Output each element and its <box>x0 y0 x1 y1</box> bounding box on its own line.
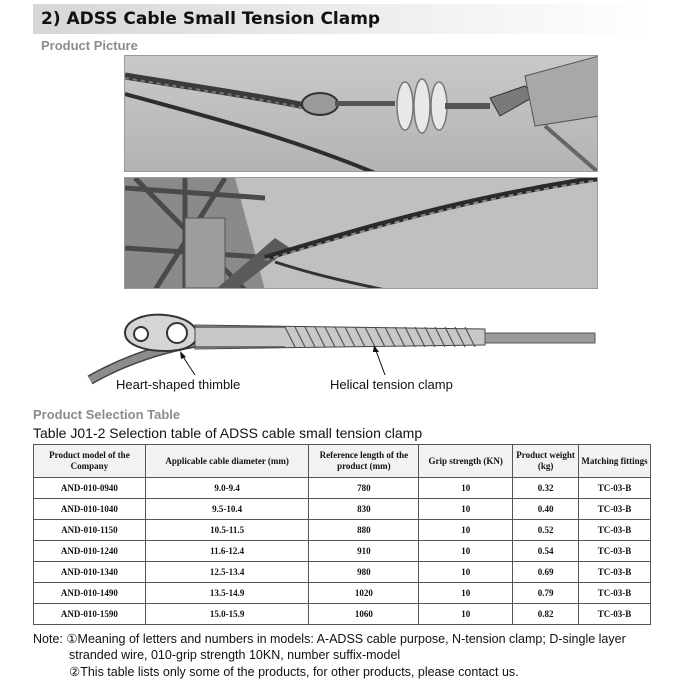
cell-model: AND-010-1340 <box>34 562 146 583</box>
col-fittings: Matching fittings <box>579 445 651 478</box>
col-model: Product model of the Company <box>34 445 146 478</box>
col-grip: Grip strength (KN) <box>419 445 513 478</box>
product-photo-tower <box>124 177 598 289</box>
cell-weight: 0.82 <box>513 604 579 625</box>
cell-weight: 0.54 <box>513 541 579 562</box>
table-row <box>34 520 651 541</box>
cell-fittings: TC-03-B <box>579 520 651 541</box>
cell-grip: 10 <box>419 520 513 541</box>
table-row <box>34 478 651 499</box>
label-helical-tension-clamp: Helical tension clamp <box>330 377 453 392</box>
cell-fittings: TC-03-B <box>579 541 651 562</box>
note-line-1: Note: ①Meaning of letters and numbers in models: A-ADSS cable purpose, N-tension clamp; D-single layer <box>33 632 626 646</box>
cell-grip: 10 <box>419 583 513 604</box>
cell-fittings: TC-03-B <box>579 583 651 604</box>
note-line-2: stranded wire, 010-grip strength 10KN, number suffix-model <box>69 648 401 662</box>
table-header-row <box>34 445 651 478</box>
cell-model: AND-010-1590 <box>34 604 146 625</box>
cell-model: AND-010-1040 <box>34 499 146 520</box>
cell-length: 830 <box>309 499 419 520</box>
note-line-3: ②This table lists only some of the products, for other products, please contact us. <box>69 665 519 679</box>
cell-diameter: 15.0-15.9 <box>145 604 309 625</box>
table-row <box>34 604 651 625</box>
cell-length: 1060 <box>309 604 419 625</box>
cell-diameter: 9.0-9.4 <box>145 478 309 499</box>
cell-model: AND-010-1150 <box>34 520 146 541</box>
cell-model: AND-010-1490 <box>34 583 146 604</box>
selection-table <box>33 444 651 625</box>
cell-fittings: TC-03-B <box>579 562 651 583</box>
cell-grip: 10 <box>419 499 513 520</box>
cell-length: 910 <box>309 541 419 562</box>
table-caption: Table J01-2 Selection table of ADSS cable small tension clamp <box>33 425 423 441</box>
cell-diameter: 12.5-13.4 <box>145 562 309 583</box>
cell-weight: 0.69 <box>513 562 579 583</box>
cell-model: AND-010-0940 <box>34 478 146 499</box>
cell-fittings: TC-03-B <box>579 478 651 499</box>
cell-weight: 0.32 <box>513 478 579 499</box>
clamp-diagram <box>85 305 605 385</box>
cell-grip: 10 <box>419 478 513 499</box>
cell-grip: 10 <box>419 541 513 562</box>
cell-length: 880 <box>309 520 419 541</box>
cell-grip: 10 <box>419 604 513 625</box>
cell-weight: 0.79 <box>513 583 579 604</box>
product-photo-insulator <box>124 55 598 172</box>
cell-diameter: 10.5-11.5 <box>145 520 309 541</box>
cell-length: 980 <box>309 562 419 583</box>
table-row <box>34 499 651 520</box>
col-weight: Product weight (kg) <box>513 445 579 478</box>
cell-diameter: 11.6-12.4 <box>145 541 309 562</box>
col-diameter: Applicable cable diameter (mm) <box>145 445 309 478</box>
col-length: Reference length of the product (mm) <box>309 445 419 478</box>
cell-diameter: 13.5-14.9 <box>145 583 309 604</box>
section-title: 2) ADSS Cable Small Tension Clamp <box>33 4 653 34</box>
selection-heading: Product Selection Table <box>33 407 181 422</box>
cell-weight: 0.52 <box>513 520 579 541</box>
cell-model: AND-010-1240 <box>34 541 146 562</box>
product-picture-heading: Product Picture <box>41 38 138 53</box>
table-row <box>34 562 651 583</box>
cell-length: 1020 <box>309 583 419 604</box>
cell-length: 780 <box>309 478 419 499</box>
cell-weight: 0.40 <box>513 499 579 520</box>
table-row <box>34 541 651 562</box>
cell-fittings: TC-03-B <box>579 604 651 625</box>
label-heart-shaped-thimble: Heart-shaped thimble <box>116 377 241 392</box>
cell-diameter: 9.5-10.4 <box>145 499 309 520</box>
cell-grip: 10 <box>419 562 513 583</box>
table-row <box>34 583 651 604</box>
cell-fittings: TC-03-B <box>579 499 651 520</box>
